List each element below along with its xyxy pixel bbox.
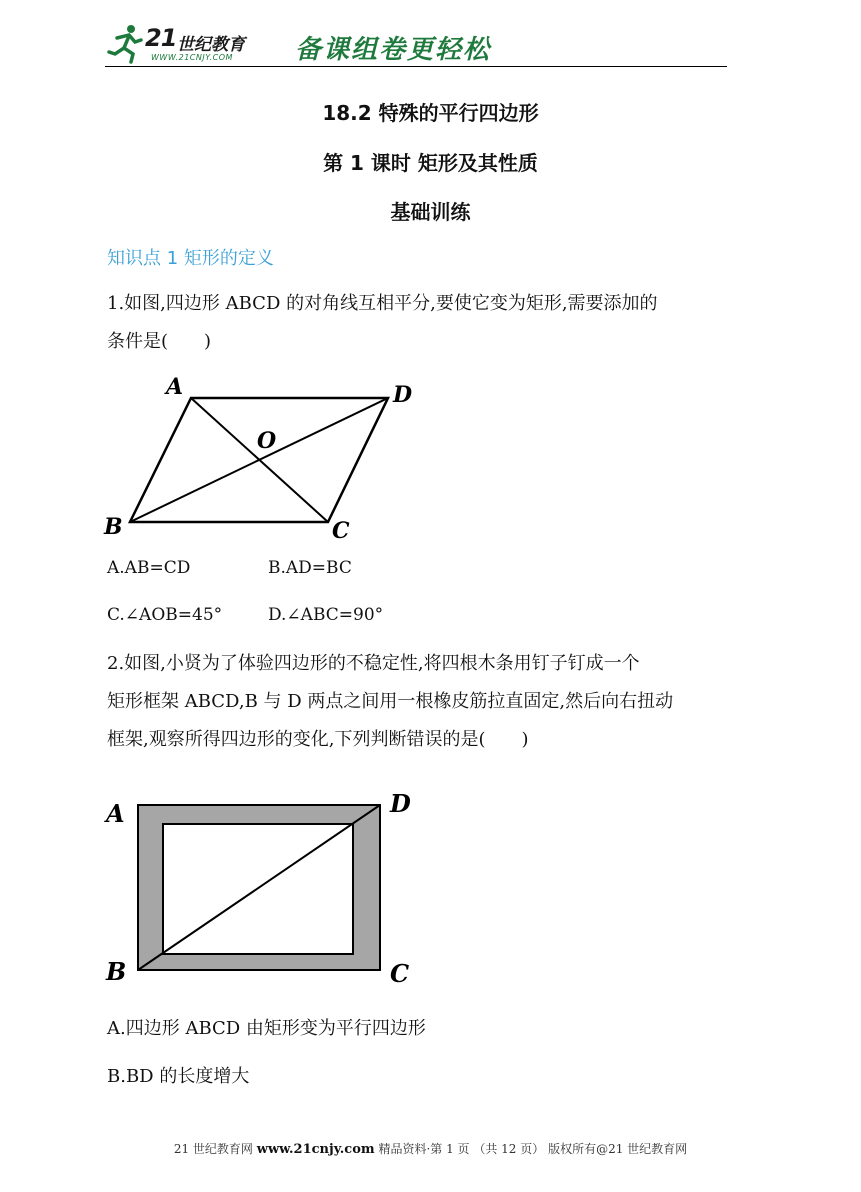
label-a: A bbox=[166, 374, 184, 400]
q1-stem-line: 1.如图,四边形 ABCD 的对角线互相平分,要使它变为矩形,需要添加的 bbox=[107, 293, 658, 314]
q2-option-a: A.四边形 ABCD 由矩形变为平行四边形 bbox=[107, 1018, 426, 1039]
diagonal-bd bbox=[130, 398, 388, 522]
q1-option-d: D.∠ABC=90° bbox=[268, 605, 384, 625]
q2-stem-line: 框架,观察所得四边形的变化,下列判断错误的是( ) bbox=[107, 729, 529, 750]
training-title: 基础训练 bbox=[390, 200, 471, 224]
label-o: O bbox=[257, 428, 277, 454]
q1-option-b: B.AD=BC bbox=[268, 558, 352, 578]
page-footer bbox=[0, 1140, 861, 1157]
q1-stem bbox=[107, 290, 757, 356]
label-a: A bbox=[106, 799, 125, 828]
q1-stem-line: 条件是( ) bbox=[107, 331, 212, 352]
logo-url: WWW.21CNJY.COM bbox=[151, 53, 233, 62]
label-d: D bbox=[393, 382, 413, 408]
footer-site-link[interactable]: www.21cnjy.com bbox=[256, 1142, 375, 1157]
header-divider bbox=[105, 66, 727, 67]
q2-stem bbox=[107, 650, 757, 754]
section-title: 18.2 特殊的平行四边形 bbox=[322, 101, 539, 125]
label-c: C bbox=[390, 959, 410, 988]
lesson-title: 第 1 课时 矩形及其性质 bbox=[323, 151, 538, 175]
header-slogan: 备课组卷更轻松 bbox=[295, 35, 492, 65]
page-header bbox=[105, 22, 727, 72]
label-d: D bbox=[390, 790, 411, 818]
q2-stem-line: 2.如图,小贤为了体验四边形的不稳定性,将四根木条用钉子钉成一个 bbox=[107, 653, 640, 674]
q1-option-a: A.AB=CD bbox=[107, 558, 191, 578]
q1-option-c: C.∠AOB=45° bbox=[107, 605, 223, 625]
q1-parallelogram-figure bbox=[100, 368, 430, 546]
logo-number: 21 bbox=[145, 24, 177, 52]
logo-text: 世纪教育 bbox=[177, 35, 245, 55]
runner-logo-icon bbox=[107, 22, 143, 64]
footer-right: 精品资料·第 1 页 （共 12 页） 版权所有@21 世纪教育网 bbox=[378, 1142, 688, 1156]
label-b: B bbox=[104, 514, 123, 540]
footer-left: 21 世纪教育网 bbox=[173, 1142, 253, 1156]
q2-rectangle-frame-figure bbox=[100, 790, 430, 990]
knowledge-point-heading: 知识点 1 矩形的定义 bbox=[107, 248, 274, 269]
label-b: B bbox=[106, 957, 127, 986]
q2-option-b: B.BD 的长度增大 bbox=[107, 1066, 250, 1087]
label-c: C bbox=[332, 518, 350, 544]
q2-stem-line: 矩形框架 ABCD,B 与 D 两点之间用一根橡皮筋拉直固定,然后向右扭动 bbox=[107, 691, 674, 712]
